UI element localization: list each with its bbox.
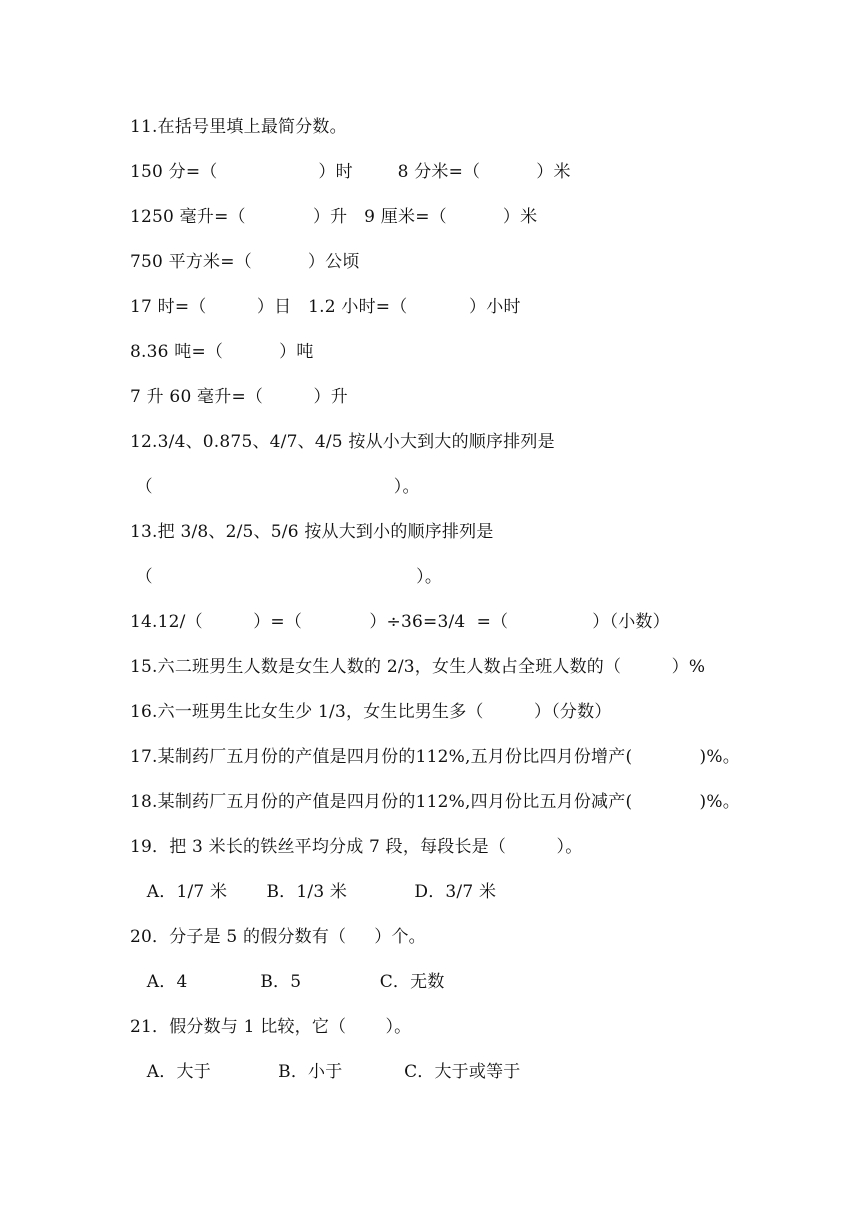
question-11-heading: 11.在括号里填上最简分数。 bbox=[130, 117, 347, 137]
question-15: 15.六二班男生人数是女生人数的 2/3，女生人数占全班人数的（ ）% bbox=[130, 657, 706, 677]
question-16: 16.六一班男生比女生少 1/3，女生比男生多（ ）（分数） bbox=[130, 702, 612, 722]
question-14: 14.12/（ ）=（ ）÷36=3/4 =（ ）（小数） bbox=[130, 612, 670, 632]
question-12: 12.3/4、0.875、4/7、4/5 按从小大到大的顺序排列是 bbox=[130, 432, 555, 452]
question-11-item-1: 150 分=（ ）时 8 分米=（ ）米 bbox=[130, 162, 571, 182]
question-12-answer-blank: （ ）。 bbox=[130, 477, 420, 497]
question-20: 20．分子是 5 的假分数有（ ）个。 bbox=[130, 927, 426, 947]
question-13-answer-blank: （ ）。 bbox=[130, 567, 443, 587]
question-21-options: A．大于 B．小于 C．大于或等于 bbox=[130, 1062, 521, 1082]
question-11-item-5: 8.36 吨=（ ）吨 bbox=[130, 342, 314, 362]
question-13: 13.把 3/8、2/5、5/6 按从大到小的顺序排列是 bbox=[130, 522, 494, 542]
question-19-options: A．1/7 米 B．1/3 米 D．3/7 米 bbox=[130, 882, 497, 902]
question-18: 18.某制药厂五月份的产值是四月份的112%,四月份比五月份减产( )%。 bbox=[130, 792, 740, 812]
question-11-item-6: 7 升 60 毫升=（ ）升 bbox=[130, 387, 348, 407]
question-11-item-3: 750 平方米=（ ）公顷 bbox=[130, 252, 360, 272]
question-17: 17.某制药厂五月份的产值是四月份的112%,五月份比四月份增产( )%。 bbox=[130, 747, 740, 767]
question-11-item-4: 17 时=（ ）日 1.2 小时=（ ）小时 bbox=[130, 297, 521, 317]
question-21: 21．假分数与 1 比较，它（ ）。 bbox=[130, 1017, 412, 1037]
question-19: 19．把 3 米长的铁丝平均分成 7 段，每段长是（ ）。 bbox=[130, 837, 583, 857]
question-11-item-2: 1250 毫升=（ ）升 9 厘米=（ ）米 bbox=[130, 207, 538, 227]
question-20-options: A．4 B．5 C．无数 bbox=[130, 972, 445, 992]
